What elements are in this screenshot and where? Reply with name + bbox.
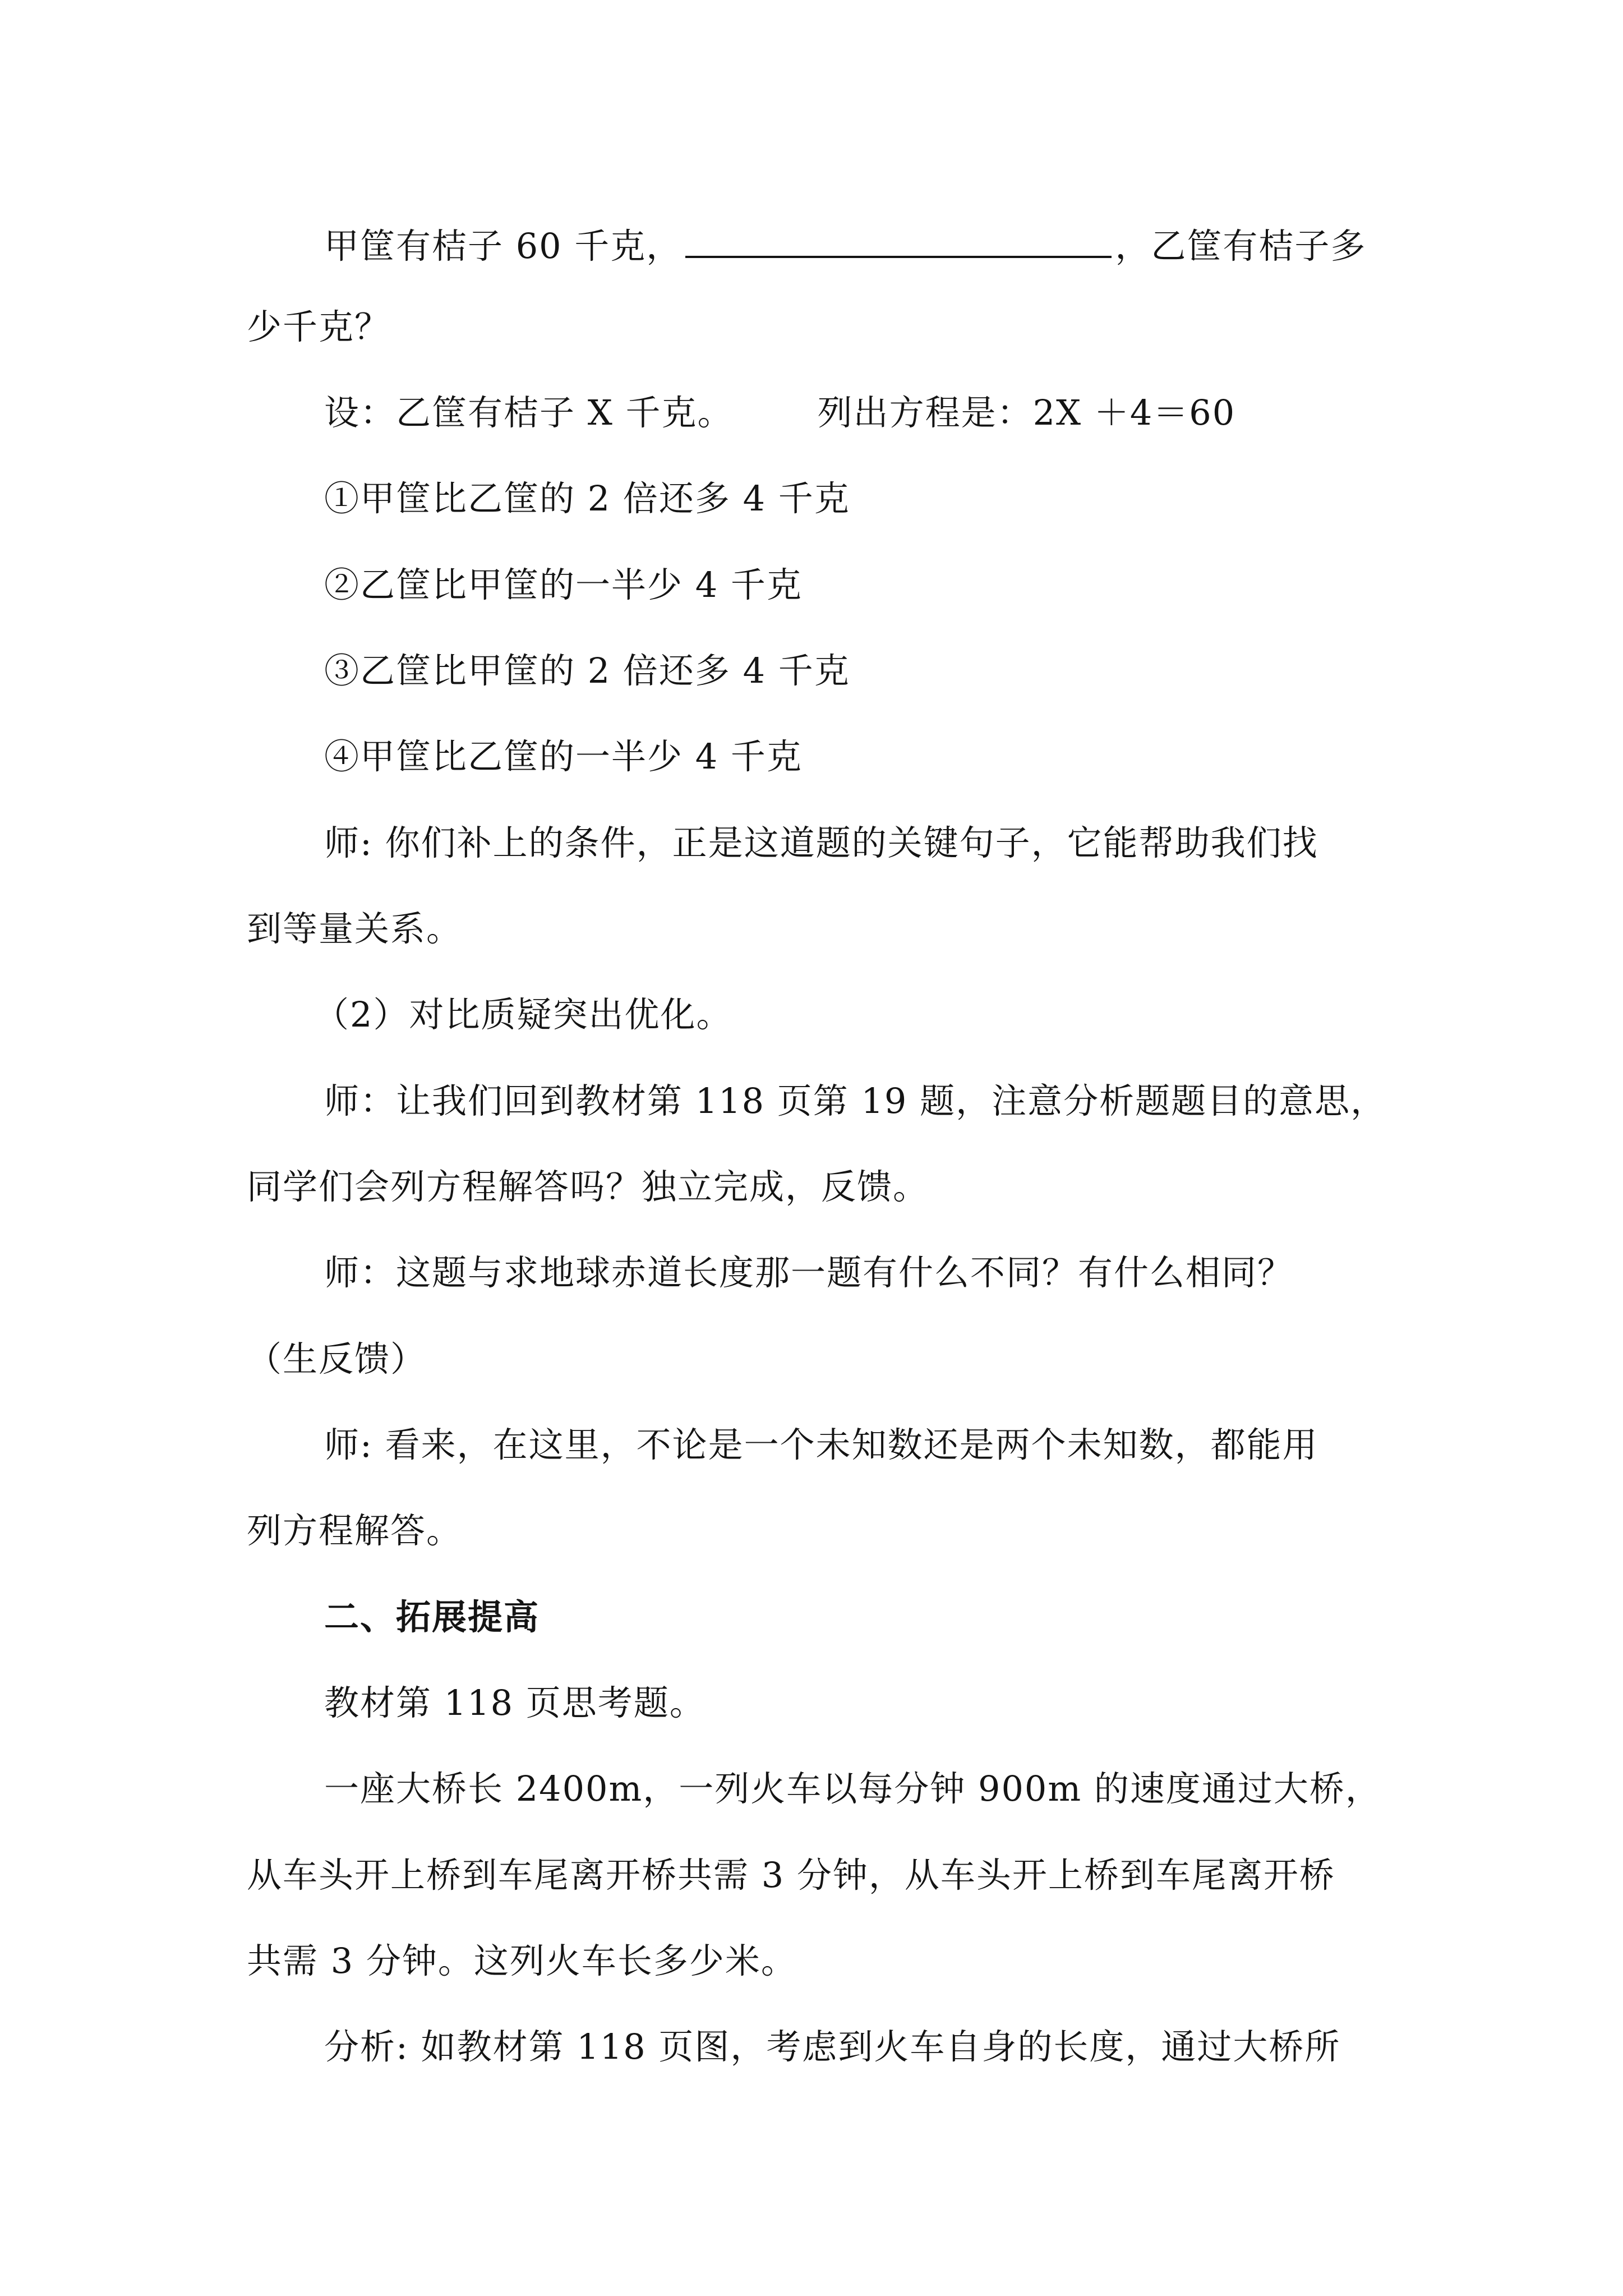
teacher-remark-1-cont: 到等量关系。 xyxy=(247,908,463,949)
option-4: ④甲筐比乙筐的一半少 4 千克 xyxy=(324,736,803,777)
word-problem-line-2: 从车头开上桥到车尾离开桥共需 3 分钟，从车头开上桥到车尾离开桥 xyxy=(247,1855,1335,1895)
option-1: ①甲筐比乙筐的 2 倍还多 4 千克 xyxy=(324,478,850,519)
teacher-remark-4-cont: 列方程解答。 xyxy=(247,1510,463,1551)
problem-text-end: ，乙筐有桔子多 xyxy=(1115,226,1367,266)
word-problem-line-1: 一座大桥长 2400m，一列火车以每分钟 900m 的速度通过大桥， xyxy=(324,1768,1381,1809)
equation-line xyxy=(324,392,1236,433)
problem-line-2: 少千克？ xyxy=(247,306,391,347)
teacher-remark-2: 师：让我们回到教材第 118 页第 19 题，注意分析题题目的意思， xyxy=(324,1080,1387,1121)
teacher-remark-2-cont: 同学们会列方程解答吗？独立完成，反馈。 xyxy=(247,1166,929,1207)
fill-in-blank[interactable] xyxy=(685,223,1112,258)
section-2-heading: （2）对比质疑突出优化。 xyxy=(314,994,732,1035)
option-3: ③乙筐比甲筐的 2 倍还多 4 千克 xyxy=(324,650,850,691)
analysis-line: 分析: 如教材第 118 页图，考虑到火车自身的长度，通过大桥所 xyxy=(324,2026,1341,2067)
variable-definition: 设：乙筐有桔子 X 千克。 xyxy=(324,392,734,433)
textbook-reference: 教材第 118 页思考题。 xyxy=(324,1682,706,1723)
section-heading-extension: 二、拓展提高 xyxy=(324,1596,540,1637)
problem-text-start: 甲筐有桔子 60 千克， xyxy=(324,226,683,266)
equation: 列出方程是：2X ＋4＝60 xyxy=(817,392,1236,433)
problem-line-1 xyxy=(324,223,1366,264)
teacher-remark-4: 师: 看来，在这里，不论是一个未知数还是两个未知数，都能用 xyxy=(324,1424,1318,1465)
student-feedback: （生反馈） xyxy=(247,1338,427,1379)
teacher-remark-1: 师: 你们补上的条件，正是这道题的关键句子，它能帮助我们找 xyxy=(324,822,1318,863)
word-problem-line-3: 共需 3 分钟。这列火车长多少米。 xyxy=(247,1940,797,1981)
option-2: ②乙筐比甲筐的一半少 4 千克 xyxy=(324,564,803,605)
teacher-remark-3: 师：这题与求地球赤道长度那一题有什么不同？有什么相同？ xyxy=(324,1252,1294,1293)
